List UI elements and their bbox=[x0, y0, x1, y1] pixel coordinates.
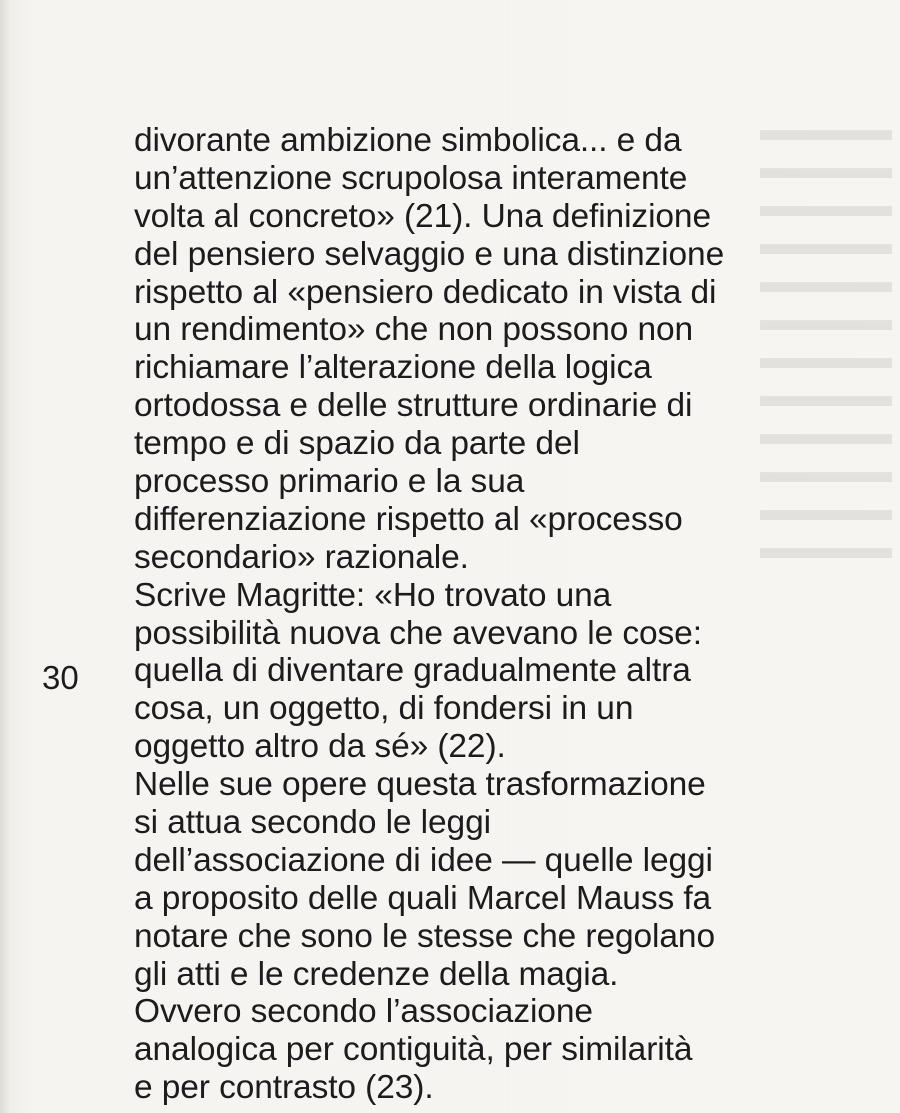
text-line: possibilità nuova che avevano le cose: bbox=[134, 614, 702, 652]
text-line: quella di diventare gradualmente altra bbox=[134, 652, 691, 690]
text-line: un’attenzione scrupolosa interamente bbox=[134, 159, 688, 197]
text-line: secondario» razionale. bbox=[134, 538, 469, 576]
text-line: oggetto altro da sé» (22). bbox=[134, 728, 506, 766]
text-line: divorante ambizione simbolica... e da bbox=[134, 122, 682, 159]
text-line: ortodossa e delle strutture ordinarie di bbox=[134, 387, 693, 425]
text-line: volta al concreto» (21). Una definizione bbox=[134, 197, 711, 235]
text-line: dell’associazione di idee — quelle leggi bbox=[134, 841, 713, 879]
text-line: analogica per contiguità, per similarità bbox=[134, 1031, 693, 1069]
body-text bbox=[134, 122, 854, 1107]
text-line: Ovvero secondo l’associazione bbox=[134, 993, 593, 1031]
text-line: richiamare l’alterazione della logica bbox=[134, 349, 652, 387]
text-line: processo primario e la sua bbox=[134, 463, 525, 501]
text-line: cosa, un oggetto, di fondersi in un bbox=[134, 690, 634, 728]
text-line: Scrive Magritte: «Ho trovato una bbox=[134, 576, 612, 614]
text-line: tempo e di spazio da parte del bbox=[134, 425, 580, 463]
text-line: si attua secondo le leggi bbox=[134, 804, 491, 842]
text-line: differenziazione rispetto al «processo bbox=[134, 500, 683, 538]
text-line: rispetto al «pensiero dedicato in vista di bbox=[134, 273, 717, 311]
text-line: Nelle sue opere questa trasformazione bbox=[134, 766, 706, 804]
text-line: un rendimento» che non possono non bbox=[134, 311, 694, 349]
text-line: notare che sono le stesse che regolano bbox=[134, 917, 715, 955]
text-line: e per contrasto (23). bbox=[134, 1069, 434, 1107]
show-through-texture: ▬▬▬▬ ▬▬▬▬ ▬▬▬▬ ▬▬▬▬ ▬▬▬▬ ▬▬▬▬ ▬▬▬▬ ▬▬▬▬ ▬▬▬▬ ▬▬▬▬ ▬▬▬▬ ▬▬▬▬ bbox=[760, 110, 892, 565]
text-line: a proposito delle quali Marcel Mauss fa bbox=[134, 879, 712, 917]
page-number: 30 bbox=[42, 659, 79, 696]
text-line: del pensiero selvaggio e una distinzione bbox=[134, 235, 725, 273]
text-line: gli atti e le credenze della magia. bbox=[134, 955, 619, 993]
